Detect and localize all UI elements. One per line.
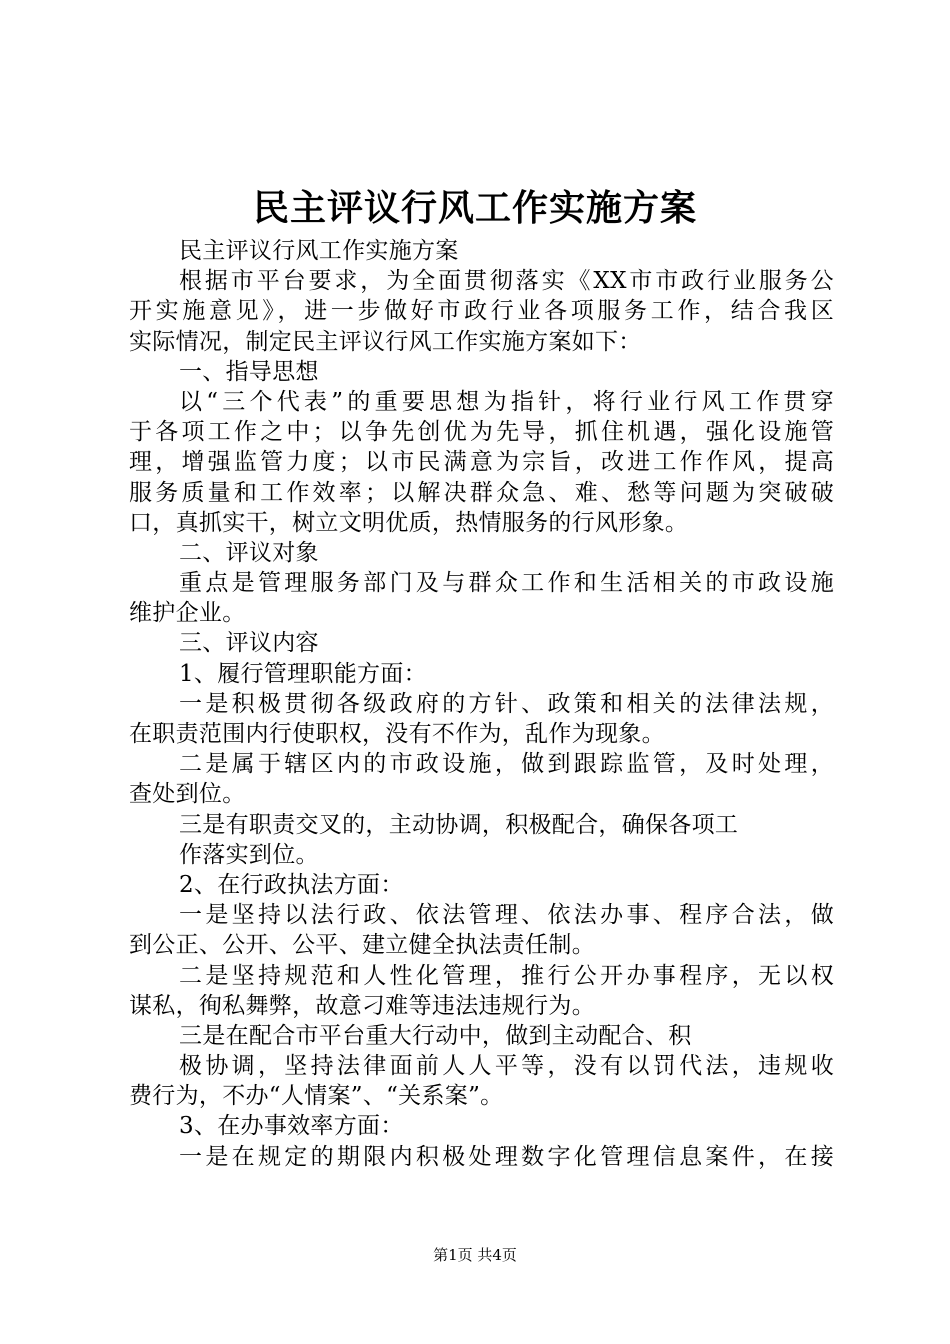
body-line: 谋私，徇私舞弊，故意刁难等违法违规行为。 — [129, 992, 595, 1019]
subsection-heading: 3、在办事效率方面： — [179, 1113, 404, 1140]
body-line: 根据市平台要求，为全面贯彻落实《XX市市政行业服务公 — [179, 268, 834, 295]
body-line: 维护企业。 — [129, 600, 246, 627]
page-footer: 第1页 共4页 — [433, 1246, 517, 1264]
body-line: 查处到位。 — [129, 781, 246, 808]
body-line: 以“三个代表”的重要思想为指针，将行业行风工作贯穿 — [179, 388, 834, 415]
body-line: 实际情况，制定民主评议行风工作实施方案如下： — [129, 328, 642, 355]
section-heading: 三、评议内容 — [179, 630, 319, 657]
body-line: 三是有职责交叉的，主动协调，积极配合，确保各项工 — [179, 811, 739, 838]
body-line: 一是积极贯彻各级政府的方针、政策和相关的法律法规， — [179, 690, 834, 717]
section-heading: 二、评议对象 — [179, 539, 319, 566]
body-line: 口，真抓实干，树立文明优质，热情服务的行风形象。 — [129, 509, 689, 536]
body-line: 到公正、公开、公平、建立健全执法责任制。 — [129, 932, 595, 959]
section-heading: 一、指导思想 — [179, 358, 319, 385]
body-line: 一是坚持以法行政、依法管理、依法办事、程序合法，做 — [179, 902, 834, 929]
body-line: 极协调，坚持法律面前人人平等，没有以罚代法，违规收 — [179, 1053, 834, 1080]
body-line-subtitle: 民主评议行风工作实施方案 — [179, 238, 459, 264]
body-line: 在职责范围内行使职权，没有不作为，乱作为现象。 — [129, 721, 665, 747]
body-line: 于各项工作之中；以争先创优为先导，抓住机遇，强化设施管 — [129, 419, 834, 446]
body-line: 费行为，不办“人情案”、“关系案”。 — [129, 1083, 504, 1110]
body-line: 二是坚持规范和人性化管理，推行公开办事程序，无以权 — [179, 962, 834, 989]
body-line: 二是属于辖区内的市政设施，做到跟踪监管，及时处理， — [179, 751, 834, 778]
body-line: 重点是管理服务部门及与群众工作和生活相关的市政设施 — [179, 570, 834, 597]
body-line: 作落实到位。 — [179, 841, 319, 868]
subsection-heading: 1、履行管理职能方面： — [179, 660, 427, 687]
body-line: 三是在配合市平台重大行动中，做到主动配合、积 — [179, 1022, 692, 1049]
body-line: 开实施意见》，进一步做好市政行业各项服务工作，结合我区 — [129, 298, 834, 325]
body-line: 服务质量和工作效率；以解决群众急、难、愁等问题为突破破 — [129, 479, 834, 506]
body-line: 理，增强监管力度；以市民满意为宗旨，改进工作作风，提高 — [129, 449, 834, 476]
subsection-heading: 2、在行政执法方面： — [179, 871, 404, 898]
document-body — [129, 236, 834, 1172]
body-line: 一是在规定的期限内积极处理数字化管理信息案件，在接 — [179, 1143, 834, 1170]
document-title: 民主评议行风工作实施方案 — [252, 187, 697, 229]
